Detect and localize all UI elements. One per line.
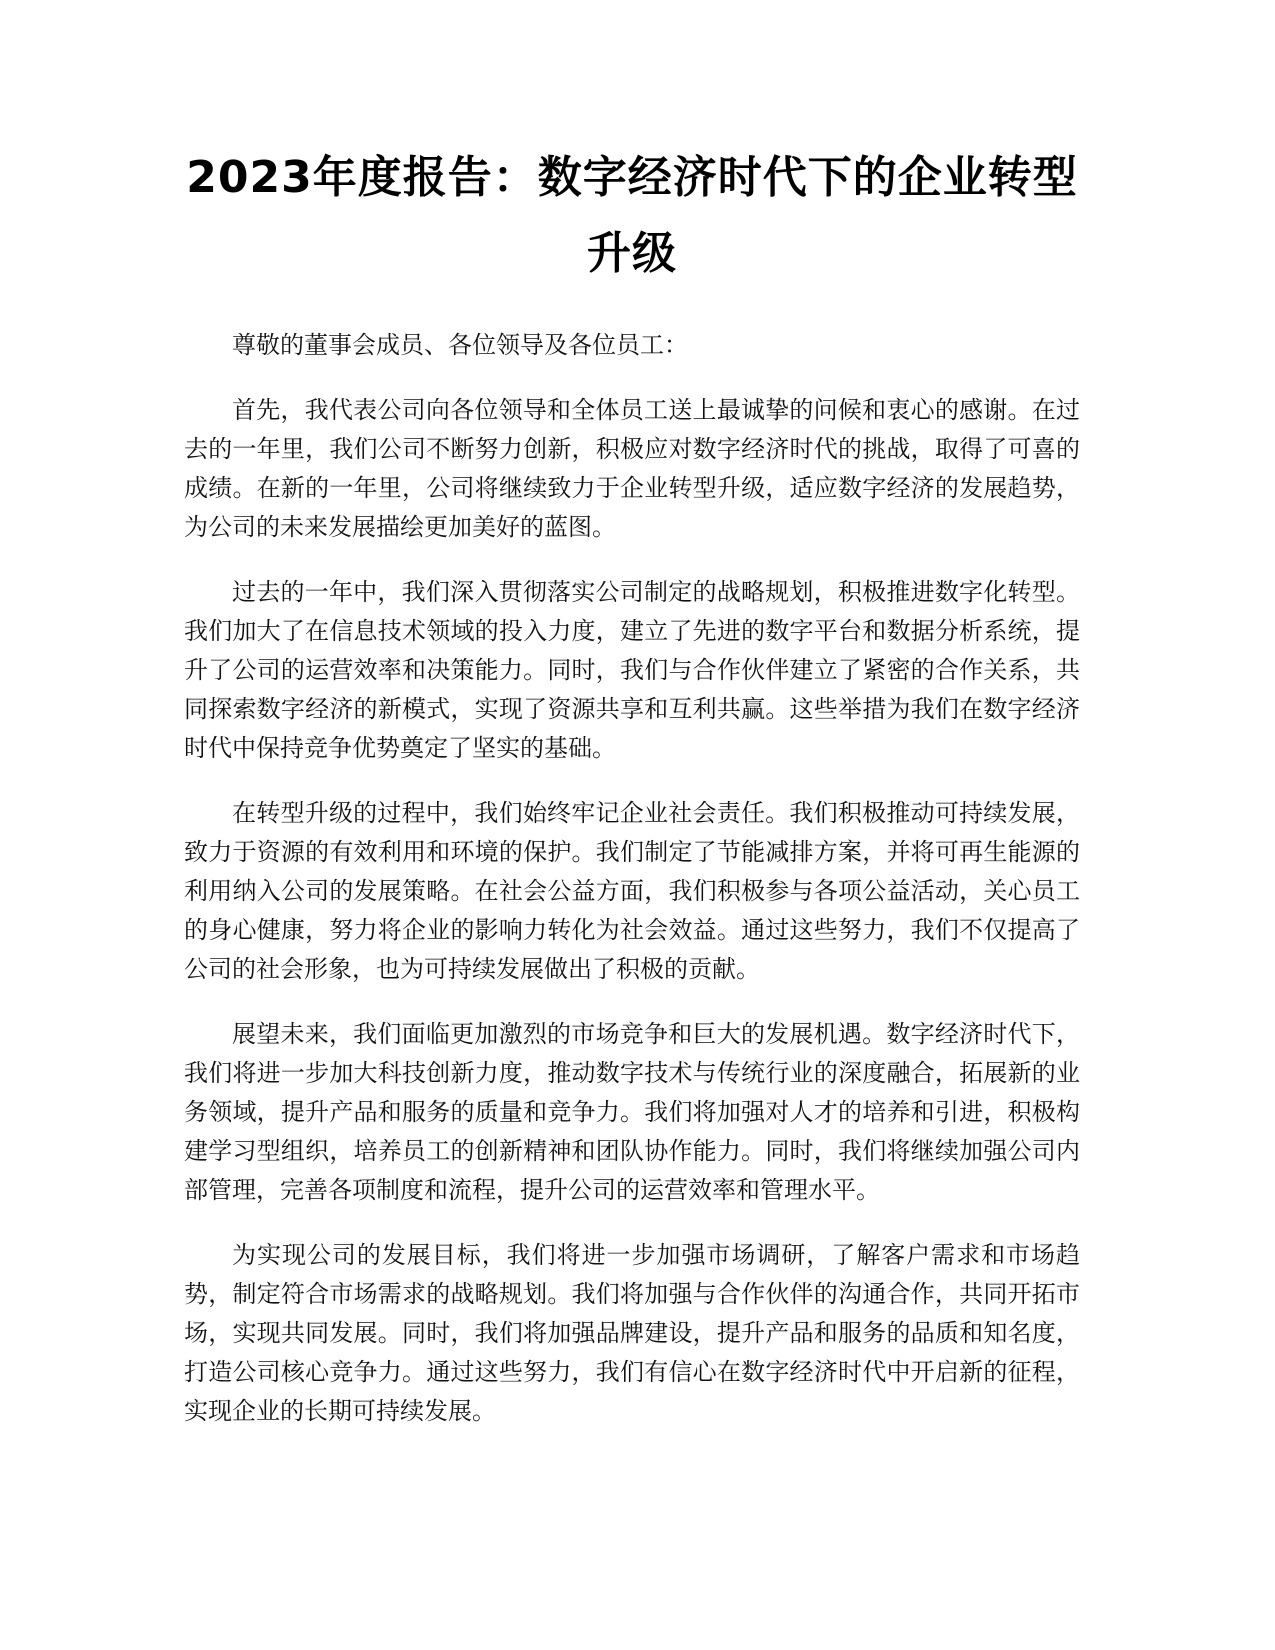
document-title: 2023年度报告：数字经济时代下的企业转型升级 xyxy=(186,152,1078,279)
paragraph-4: 展望未来，我们面临更加激烈的市场竞争和巨大的发展机遇。数字经济时代下，我们将进一步加大科技创新力度，推动数字技术与传统行业的深度融合，拓展新的业务领域，提升产品和服务的质量和竞争力。我们将加强对人才的培养和引进，积极构建学习型组织，培养员工的创新精神和团队协作能力。同时，我们将继续加强公司内部管理，完善各项制度和流程，提升公司的运营效率和管理水平。 xyxy=(184,1020,1080,1204)
paragraph-3: 在转型升级的过程中，我们始终牢记企业社会责任。我们积极推动可持续发展，致力于资源的有效利用和环境的保护。我们制定了节能减排方案，并将可再生能源的利用纳入公司的发展策略。在社会公益方面，我们积极参与各项公益活动，关心员工的身心健康，努力将企业的影响力转化为社会效益。通过这些努力，我们不仅提高了公司的社会形象，也为可持续发展做出了积极的贡献。 xyxy=(184,799,1080,983)
document-body xyxy=(184,326,1080,1431)
document-page xyxy=(184,140,1080,1457)
salutation: 尊敬的董事会成员、各位领导及各位员工： xyxy=(232,331,688,359)
paragraph-2: 过去的一年中，我们深入贯彻落实公司制定的战略规划，积极推进数字化转型。我们加大了在信息技术领域的投入力度，建立了先进的数字平台和数据分析系统，提升了公司的运营效率和决策能力。同时，我们与合作伙伴建立了紧密的合作关系，共同探索数字经济的新模式，实现了资源共享和互利共赢。这些举措为我们在数字经济时代中保持竞争优势奠定了坚实的基础。 xyxy=(184,578,1080,762)
paragraph-1: 首先，我代表公司向各位领导和全体员工送上最诚挚的问候和衷心的感谢。在过去的一年里，我们公司不断努力创新，积极应对数字经济时代的挑战，取得了可喜的成绩。在新的一年里，公司将继续致力于企业转型升级，适应数字经济的发展趋势，为公司的未来发展描绘更加美好的蓝图。 xyxy=(184,396,1080,541)
paragraph-5: 为实现公司的发展目标，我们将进一步加强市场调研，了解客户需求和市场趋势，制定符合市场需求的战略规划。我们将加强与合作伙伴的沟通合作，共同开拓市场，实现共同发展。同时，我们将加强品牌建设，提升产品和服务的品质和知名度，打造公司核心竞争力。通过这些努力，我们有信心在数字经济时代中开启新的征程，实现企业的长期可持续发展。 xyxy=(184,1241,1080,1425)
